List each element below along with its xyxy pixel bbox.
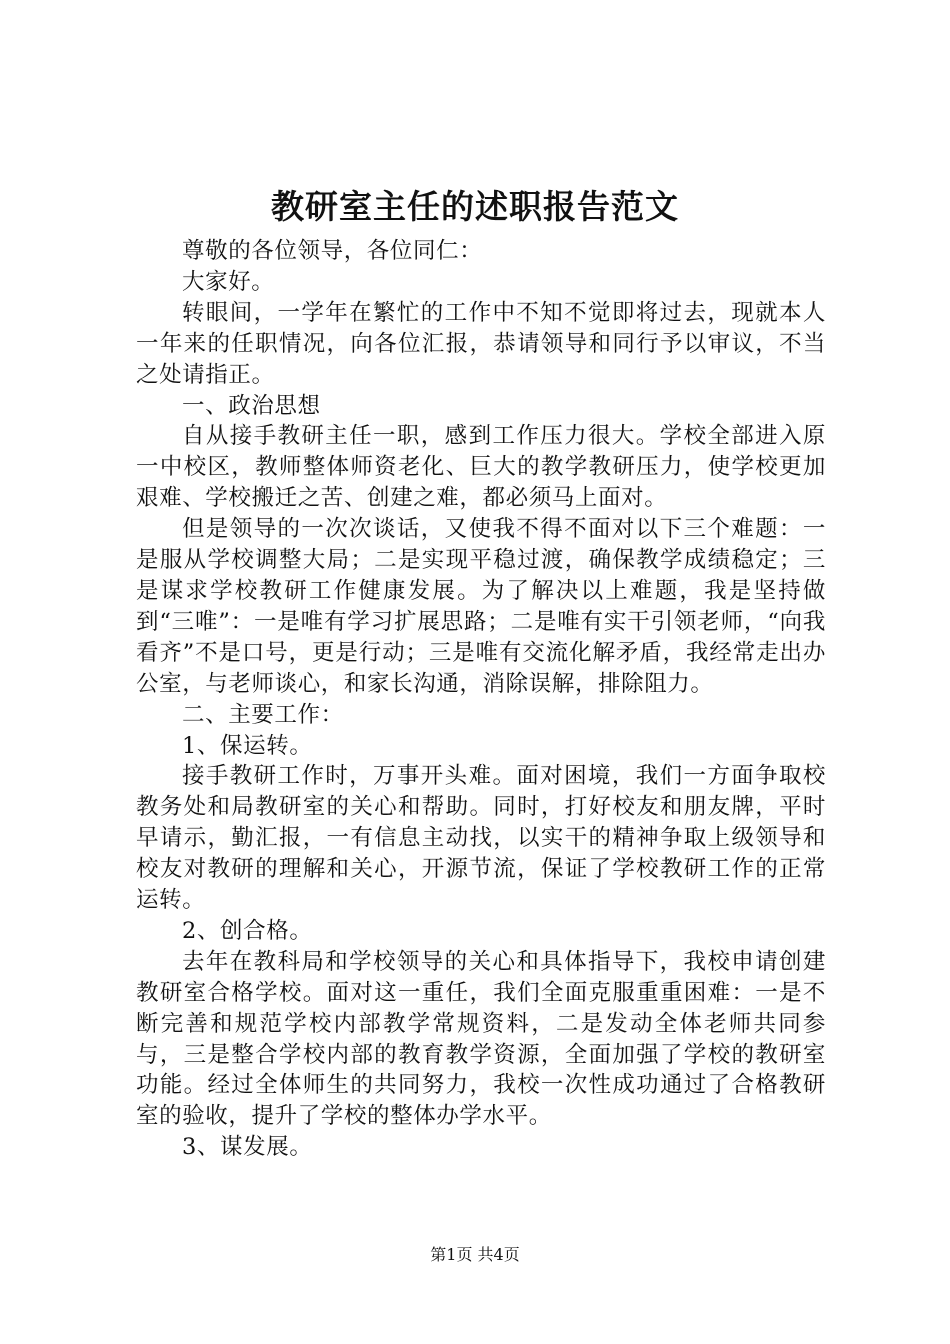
section-heading-main-work: 二、主要工作： <box>182 701 344 728</box>
intro-paragraph: 转眼间，一学年在繁忙的工作中不知不觉即将过去，现就本人一年来的任职情况，向各位汇报，恭请领导和同行予以审议，不当之处请指正。 <box>136 299 826 388</box>
body-paragraph: 但是领导的一次次谈话，又使我不得不面对以下三个难题：一是服从学校调整大局；二是实现平稳过渡，确保教学成绩稳定；三是谋求学校教研工作健康发展。为了解决以上难题，我是坚持做到“三唯”：一是唯有学习扩展思路；二是唯有实干引领老师，“向我看齐”不是口号，更是行动；三是唯有交流化解矛盾，我经常走出办公室，与老师谈心，和家长沟通，消除误解，排除阻力。 <box>136 516 826 697</box>
page-number-footer: 第1页 共4页 <box>430 1245 520 1264</box>
body-paragraph: 去年在教科局和学校领导的关心和具体指导下，我校申请创建教研室合格学校。面对这一重任，我们全面克服重重困难：一是不断完善和规范学校内部教学常规资料，二是发动全体老师共同参与，三是整合学校内部的教育教学资源，全面加强了学校的教研室功能。经过全体师生的共同努力，我校一次性成功通过了合格教研室的验收，提升了学校的整体办学水平。 <box>136 948 826 1130</box>
document-body <box>136 236 826 1163</box>
document-title: 教研室主任的述职报告范文 <box>271 187 679 226</box>
body-paragraph: 接手教研工作时，万事开头难。面对困境，我们一方面争取校教务处和局教研室的关心和帮助。同时，打好校友和朋友牌，平时早请示，勤汇报，一有信息主动找，以实干的精神争取上级领导和校友对教研的理解和关心，开源节流，保证了学校教研工作的正常运转。 <box>136 763 826 914</box>
subheading-qualification: 2、创合格。 <box>182 917 313 944</box>
section-heading-politics: 一、政治思想 <box>182 392 321 419</box>
subheading-operation: 1、保运转。 <box>182 732 313 759</box>
salutation: 尊敬的各位领导，各位同仁： <box>182 238 483 264</box>
body-paragraph: 自从接手教研主任一职，感到工作压力很大。学校全部进入原一中校区，教师整体师资老化、巨大的教学教研压力，使学校更加艰难、学校搬迁之苦、创建之难，都必须马上面对。 <box>136 423 826 512</box>
greeting: 大家好。 <box>182 268 275 295</box>
subheading-development: 3、谋发展。 <box>182 1134 313 1161</box>
